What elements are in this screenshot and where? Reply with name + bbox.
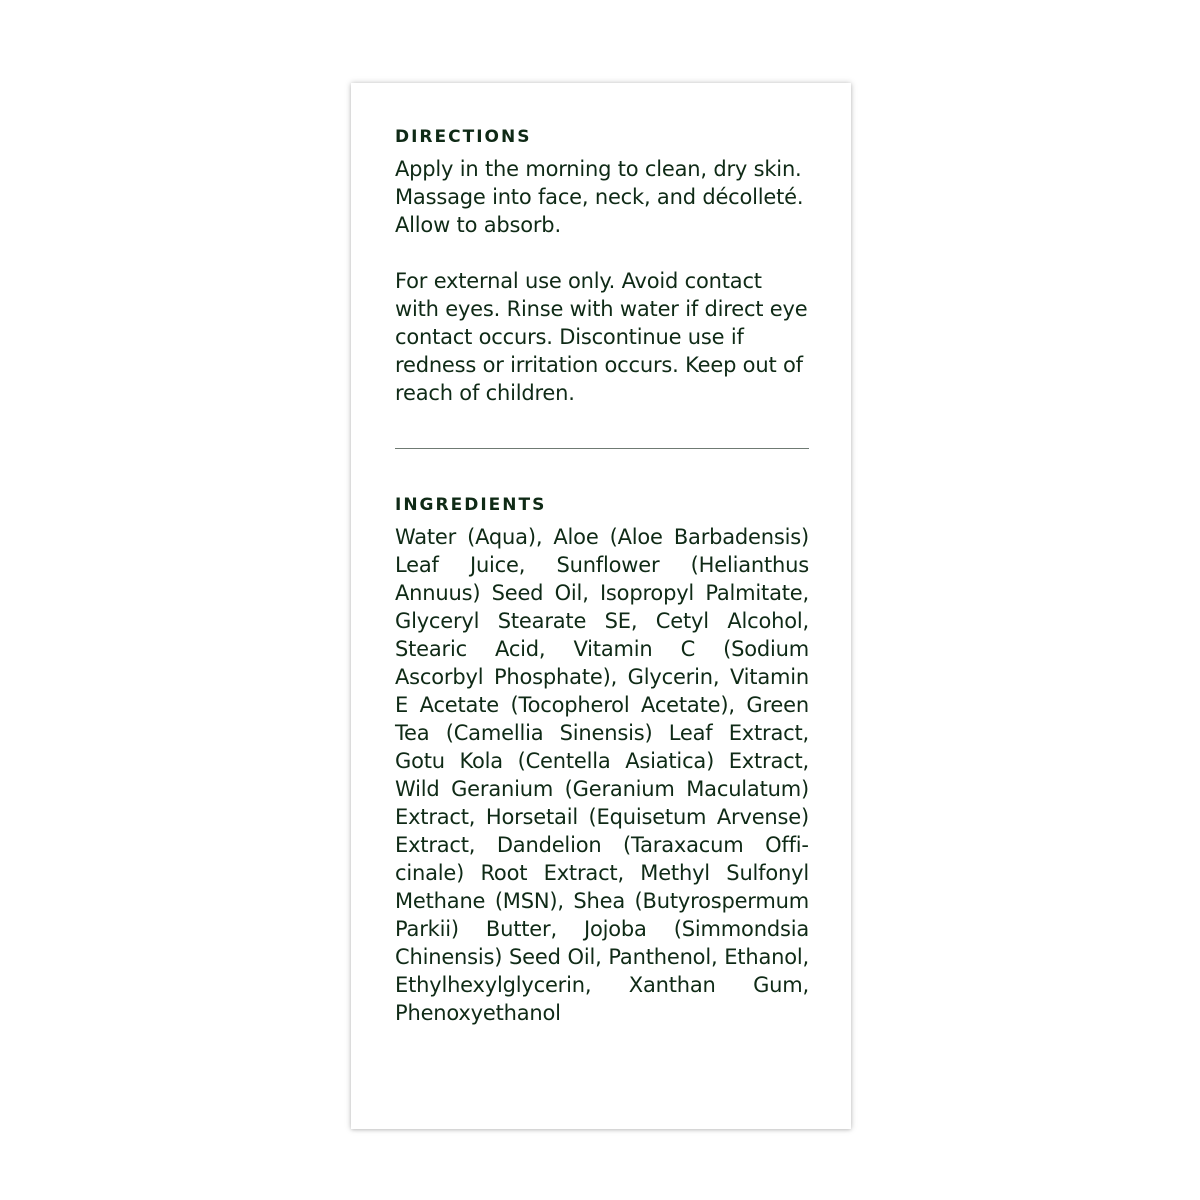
ingredients-heading: INGREDIENTS — [395, 495, 547, 515]
section-divider — [395, 448, 809, 449]
directions-section — [395, 127, 809, 407]
ingredients-section — [395, 495, 809, 1027]
directions-text: Apply in the morning to clean, dry skin. Massage into face, neck, and décolleté. Allow to absorb. — [395, 157, 804, 237]
warning-text: For external use only. Avoid contact with eyes. Rinse with water if direct eye contact occurs. Discontinue use if redness or irritation occurs. Keep out of reach of children. — [395, 269, 808, 405]
ingredients-list: Water (Aqua), Aloe (Aloe Barbadensis) Leaf Juice, Sunflower (Helianthus Annuus) Seed Oil, Isopropyl Palmitate, Glyceryl Stearate SE, Cetyl Alcohol, Stearic Acid, Vitamin C (Sodium Ascorbyl Phosphate), Glycerin, Vitamin E Acetate (Tocopherol Acetate), Green Tea (Camellia Sinensis) Leaf Extract, Gotu Kola (Centella Asiatica) Extract, Wild Geranium (Geranium Maculatum) Extract, Horsetail (Equisetum Arvense) Extract, Dandelion (Taraxacum Officinale) Root Extract, Methyl Sulfonyl Methane (MSN), Shea (Butyrospermum Parkii) Butter, Jojoba (Simmondsia Chinensis) Seed Oil, Panthenol, Ethanol, Ethylhexylglycerin, Xanthan Gum, Phenoxyethanol — [395, 525, 809, 1025]
product-label-card — [351, 83, 851, 1129]
directions-heading: DIRECTIONS — [395, 127, 532, 147]
